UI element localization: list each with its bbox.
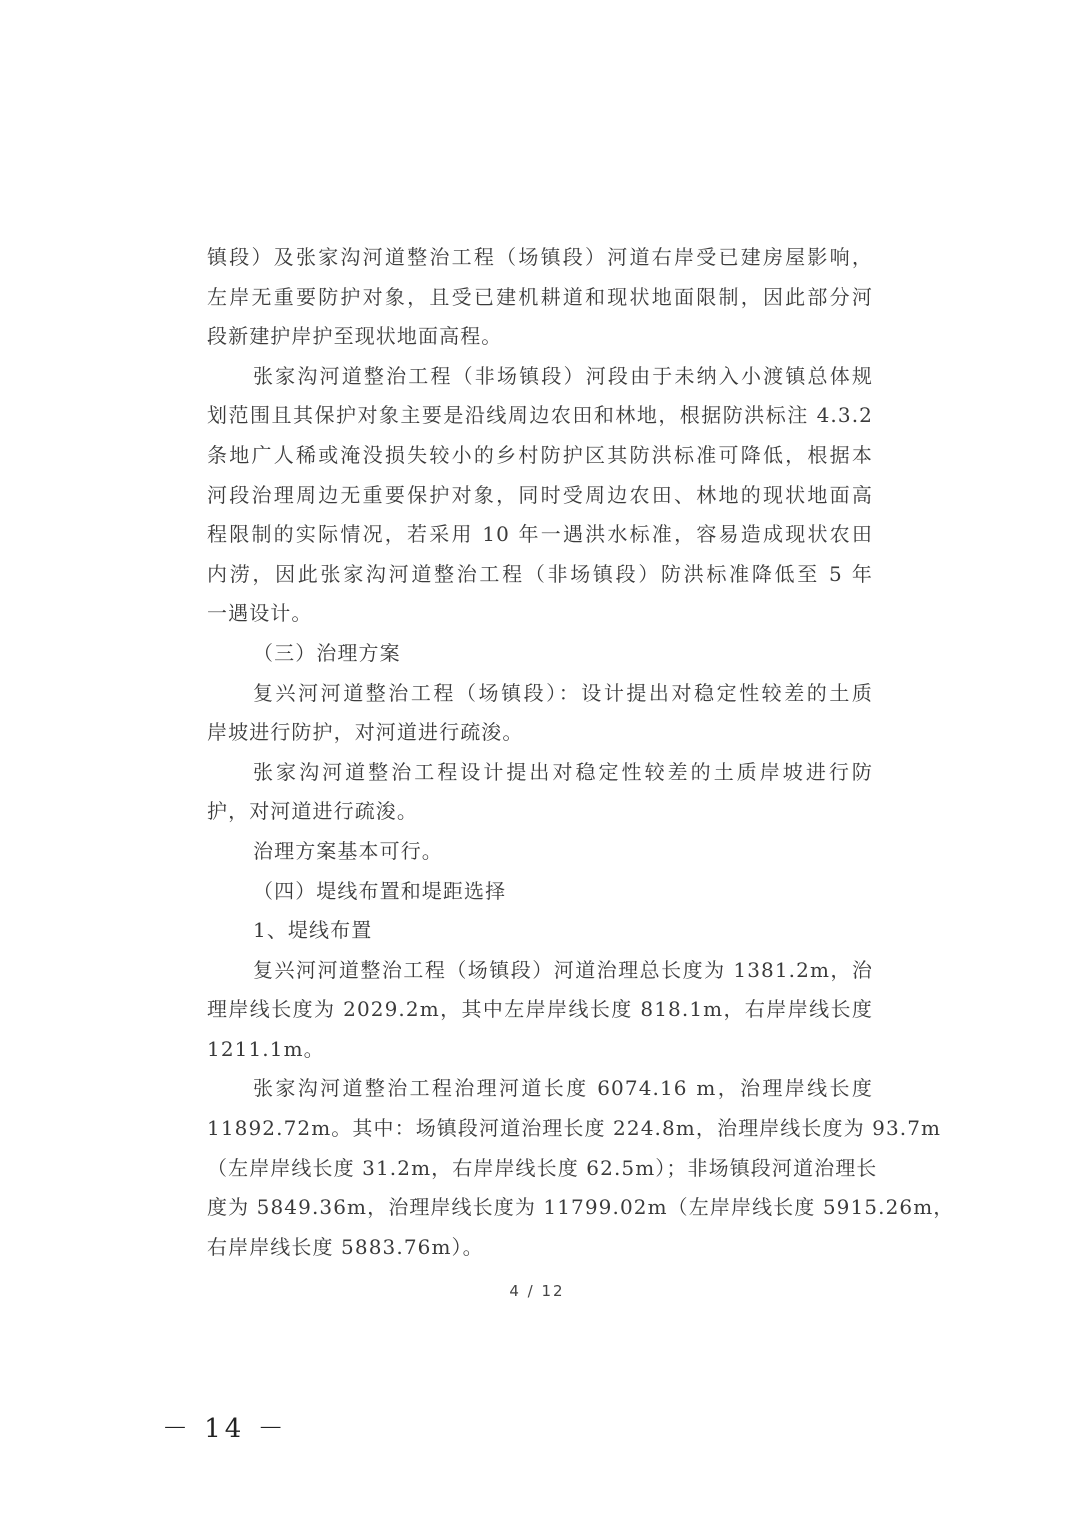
text-line: 内涝，因此张家沟河道整治工程（非场镇段）防洪标准降低至 5 年	[207, 561, 873, 586]
paragraph-start: 张家沟河道整治工程设计提出对稳定性较差的土质岸坡进行防	[253, 759, 873, 784]
text-line: 度为 5849.36m，治理岸线长度为 11799.02m（左岸岸线长度 5915.26m，	[207, 1195, 955, 1220]
text-line: 河段治理周边无重要保护对象，同时受周边农田、林地的现状地面高	[207, 482, 873, 507]
text-line: 一遇设计。	[207, 601, 313, 626]
text-line: 条地广人稀或淹没损失较小的乡村防护区其防洪标准可降低，根据本	[207, 442, 873, 467]
text-line: 划范围且其保护对象主要是沿线周边农田和林地，根据防洪标注 4.3.2	[207, 403, 873, 428]
paragraph-start: 张家沟河道整治工程治理河道长度 6074.16 m，治理岸线长度	[253, 1076, 873, 1101]
page-number: － 14 －	[162, 1414, 288, 1444]
text-line: 11892.72m。其中：场镇段河道治理长度 224.8m，治理岸线长度为 93.7m	[207, 1116, 942, 1141]
text-line: 右岸岸线长度 5883.76m）。	[207, 1234, 484, 1259]
body-text	[207, 238, 955, 1267]
paragraph-start: 治理方案基本可行。	[253, 838, 443, 863]
text-line: 护，对河道进行疏浚。	[207, 799, 418, 824]
paragraph-start: 复兴河河道整治工程（场镇段）河道治理总长度为 1381.2m，治	[253, 957, 873, 982]
subsection-heading: 1、堤线布置	[253, 918, 373, 943]
section-heading: （三）治理方案	[253, 640, 401, 665]
text-line: 段新建护岸护至现状地面高程。	[207, 324, 503, 349]
text-line: 镇段）及张家沟河道整治工程（场镇段）河道右岸受已建房屋影响，	[207, 245, 873, 269]
text-line: 1211.1m。	[207, 1036, 325, 1061]
text-line: 左岸无重要防护对象，且受已建机耕道和现状地面限制，因此部分河	[207, 284, 873, 309]
text-line: 岸坡进行防护，对河道进行疏浚。	[207, 720, 524, 745]
page-counter: 4 / 12	[509, 1282, 565, 1300]
paragraph-start: 复兴河河道整治工程（场镇段）：设计提出对稳定性较差的土质	[253, 680, 873, 705]
text-line: 理岸线长度为 2029.2m，其中左岸岸线长度 818.1m，右岸岸线长度	[207, 997, 873, 1022]
paragraph-start: 张家沟河道整治工程（非场镇段）河段由于未纳入小渡镇总体规	[253, 363, 873, 388]
text-line: 程限制的实际情况，若采用 10 年一遇洪水标准，容易造成现状农田	[207, 522, 873, 547]
section-heading: （四）堤线布置和堤距选择	[253, 878, 507, 903]
text-line: （左岸岸线长度 31.2m，右岸岸线长度 62.5m）；非场镇段河道治理长	[207, 1155, 878, 1180]
